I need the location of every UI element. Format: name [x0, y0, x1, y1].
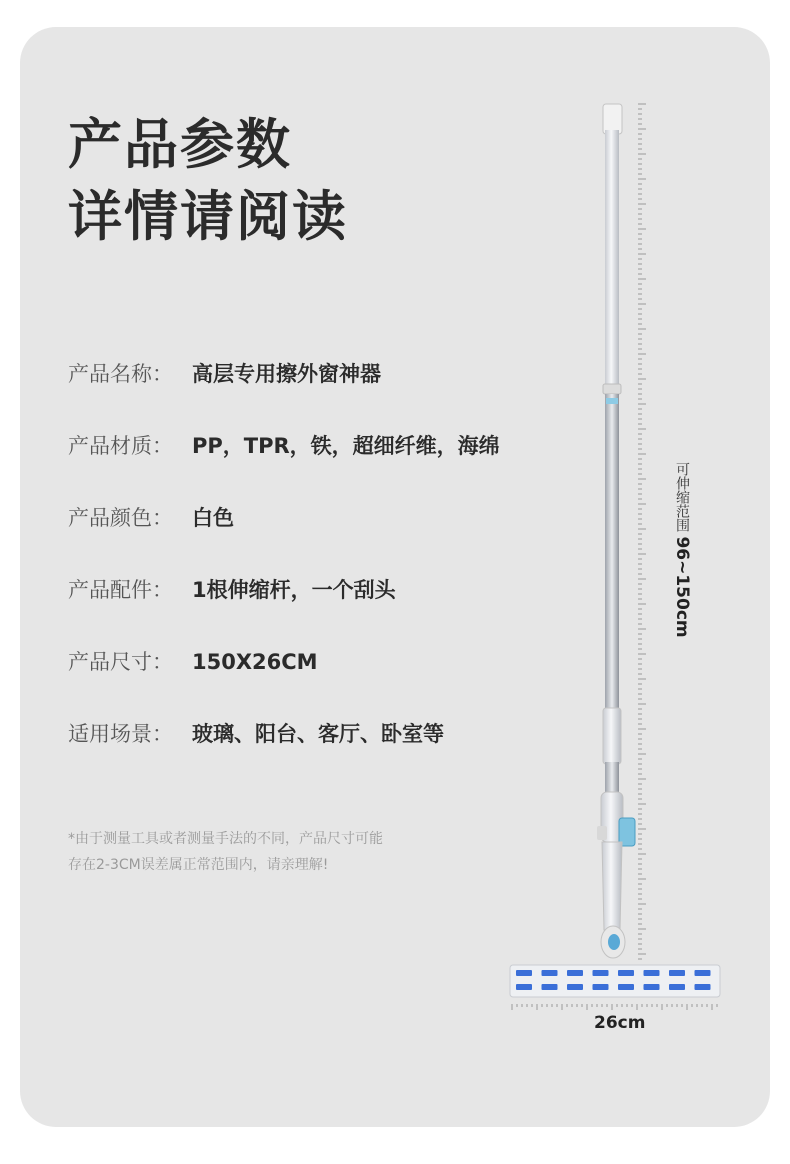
scrubber-strip — [567, 984, 583, 990]
spec-value: 玻璃、阳台、客厅、卧室等 — [192, 722, 444, 746]
length-ruler — [638, 104, 646, 959]
scrubber-strip — [516, 984, 532, 990]
page-title: 产品参数 — [68, 113, 292, 176]
scrubber-strip — [618, 984, 634, 990]
spec-value: 1根伸缩杆，一个刮头 — [192, 578, 396, 602]
scrubber-strip — [695, 984, 711, 990]
spec-label: 产品名称： — [68, 362, 173, 386]
spec-value: 高层专用擦外窗神器 — [192, 362, 381, 386]
scrubber-strip — [516, 970, 532, 976]
scrubber-strip — [669, 970, 685, 976]
spec-label: 产品尺寸： — [68, 650, 173, 674]
scrubber-strip — [695, 970, 711, 976]
scrubber-strip — [618, 970, 634, 976]
spec-value: 白色 — [192, 506, 234, 530]
spec-label: 产品颜色： — [68, 506, 173, 530]
scrubber-strip — [644, 984, 660, 990]
scrubber-strip — [542, 970, 558, 976]
disclaimer-line: *由于测量工具或者测量手法的不同，产品尺寸可能 — [68, 831, 383, 847]
page-subtitle: 详情请阅读 — [68, 185, 348, 248]
scrubber-strip — [669, 984, 685, 990]
scrubber-strip — [593, 970, 609, 976]
spec-label: 产品配件： — [68, 578, 173, 602]
head-width-label: 26cm — [594, 1013, 646, 1033]
spec-label: 适用场景： — [68, 722, 173, 746]
stretch-range-label — [662, 462, 692, 638]
range-label-text: 可伸缩范围 — [674, 462, 690, 532]
spec-value: 150X26CM — [192, 650, 318, 674]
spec-value: PP，TPR，铁，超细纤维，海绵 — [192, 434, 500, 458]
scrubber-strip — [593, 984, 609, 990]
scrubber-strip — [644, 970, 660, 976]
disclaimer-line: 存在2-3CM误差属正常范围内，请亲理解! — [68, 857, 329, 873]
width-ruler — [512, 1004, 717, 1010]
scrubber-strip — [567, 970, 583, 976]
spec-label: 产品材质： — [68, 434, 173, 458]
range-value-text: 96~150cm — [672, 536, 692, 638]
scrubber-strip — [542, 984, 558, 990]
